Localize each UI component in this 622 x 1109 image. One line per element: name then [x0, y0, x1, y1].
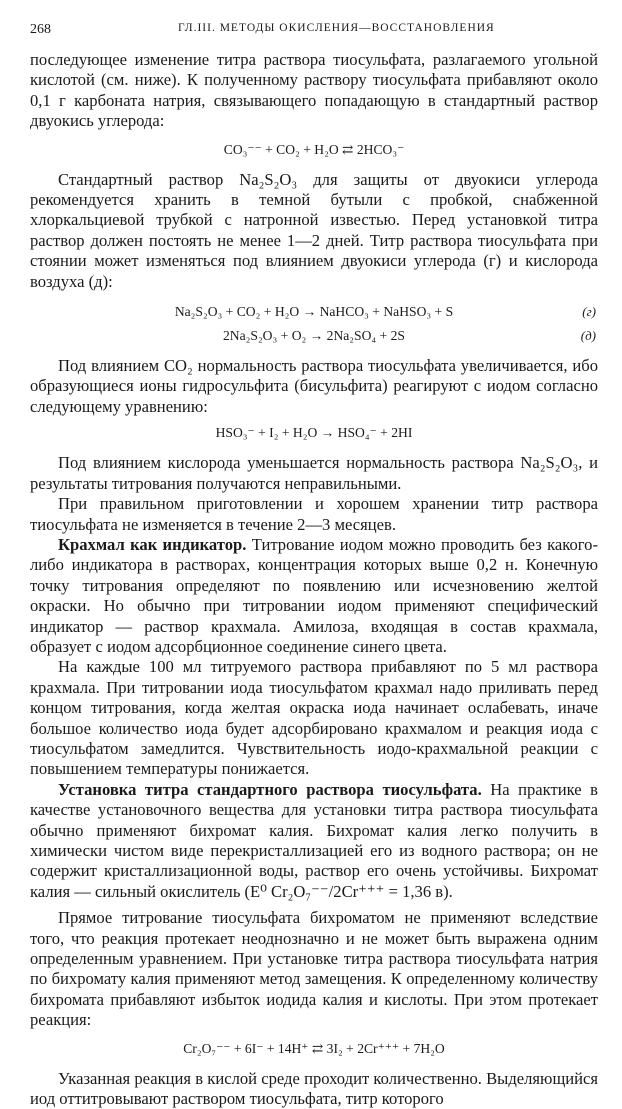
equation-carbonate — [30, 140, 598, 160]
section-heading-titre: Установка титра стандартного раствора тиосульфата. — [58, 779, 482, 799]
equation-text: Na₂S₂O₃ + CO₂ + H₂O → NaHCO₃ + NaHSO₃ + S — [174, 304, 454, 320]
equation-text: CO₃⁻⁻ + CO₂ + H₂O ⇄ 2HCO₃⁻ — [223, 141, 405, 157]
paragraph-6 — [30, 535, 598, 657]
paragraph-1: последующее изменение титра раствора тиосульфата, разлагаемого угольной кислотой (см. ниже). К полученному раствору тиосульфата прибавляют около 0,1 г карбоната натрия, связывающего попадающую в стандартный раствор двуокись углерода: — [30, 50, 598, 131]
equation-tag: (г) — [582, 304, 596, 320]
book-page — [30, 22, 598, 1109]
equation-d — [30, 326, 598, 346]
paragraph-5: При правильном приготовлении и хорошем хранении титр раствора тиосульфата не изменяется в течение 2—3 месяцев. — [30, 494, 598, 534]
paragraph-8 — [30, 780, 598, 902]
equation-text: HSO₃⁻ + I₂ + H₂O → HSO₄⁻ + 2HI — [215, 425, 413, 441]
paragraph-9: Прямое титрование тиосульфата бихроматом не применяют вследствие того, что реакция протекает неоднозначно и не может быть выражена одним определенным уравнением. При установке титра раствора тиосульфата натрия по бихромату калия применяют метод замещения. К определенному количеству бихромата прибавляют избыток иодида калия и кислоты. При этом протекает реакция: — [30, 908, 598, 1030]
equation-text: 2Na₂S₂O₃ + O₂ → 2Na₂SO₄ + 2S — [223, 328, 405, 344]
paragraph-7: На каждые 100 мл титруемого раствора прибавляют по 5 мл раствора крахмала. При титровании иода тиосульфатом крахмал надо приливать перед концом титрования, когда желтая окраска иода начинает ослабевать, иначе большое количество иода будет адсорбировано крахмалом и реакция иода с тиосульфатом замедлится. Чувствительность иодо-крахмальной реакции с повышением температуры понижается. — [30, 657, 598, 779]
paragraph-10: Указанная реакция в кислой среде проходит количественно. Выделяющийся иод оттитровывают раствором тиосульфата, титр которого — [30, 1068, 598, 1109]
section-heading-starch: Крахмал как индикатор. — [58, 534, 247, 554]
paragraph-2: Стандартный раствор Na₂S₂O₃ для защиты от двуокиси углерода рекомендуется хранить в темной бутыли с пробкой, снабженной хлоркальциевой трубкой с натронной известью. Перед установкой титра раствор должен постоять не менее 1—2 дней. Титр раствора тиосульфата при стоянии может изменяться под влиянием двуокиси углерода (г) и кислорода воздуха (д): — [30, 169, 598, 291]
paragraph-4: Под влиянием кислорода уменьшается нормальность раствора Na₂S₂O₃, и результаты титрования получаются неправильными. — [30, 453, 598, 493]
equation-bisulfite — [30, 423, 598, 443]
equation-tag: (д) — [580, 328, 596, 344]
equation-text: Cr₂O₇⁻⁻ + 6I⁻ + 14H⁺ ⇄ 3I₂ + 2Cr⁺⁺⁺ + 7H₂O — [183, 1040, 445, 1056]
running-title: ГЛ.III. МЕТОДЫ ОКИСЛЕНИЯ—ВОССТАНОВЛЕНИЯ — [178, 22, 495, 34]
paragraph-3: Под влиянием CO₂ нормальность раствора тиосульфата увеличивается, ибо образующиеся ионы гидросульфита (бисульфита) реагируют с иодом согласно следующему уравнению: — [30, 356, 598, 416]
paragraph-6-body: Титрование иодом можно проводить без какого-либо индикатора в растворах, концентрация которых выше 0,2 н. Конечную точку титрования определяют по появлению или исчезновению желтой окраски. Но обычно при титровании иодом применяют специфический индикатор — раствор крахмала. Амилоза, входящая в состав крахмала, образует с иодом адсорбционное соединение синего цвета. — [30, 534, 598, 656]
page-number: 268 — [30, 22, 51, 37]
equation-g — [30, 302, 598, 322]
page-header — [30, 22, 598, 44]
paragraph-8-body: На практике в качестве установочного вещества для установки титра раствора тиосульфата обычно применяют бихромат калия. Бихромат калия легко получить в химически чистом виде перекристаллизацией его из водного раствора; он не содержит кристаллизационной воды, раствор его очень устойчивы. Бихромат калия — сильный окислитель (E⁰ Cr₂O₇⁻⁻/2Cr⁺⁺⁺ = 1,36 в). — [30, 779, 598, 901]
equation-dichromate — [30, 1039, 598, 1059]
